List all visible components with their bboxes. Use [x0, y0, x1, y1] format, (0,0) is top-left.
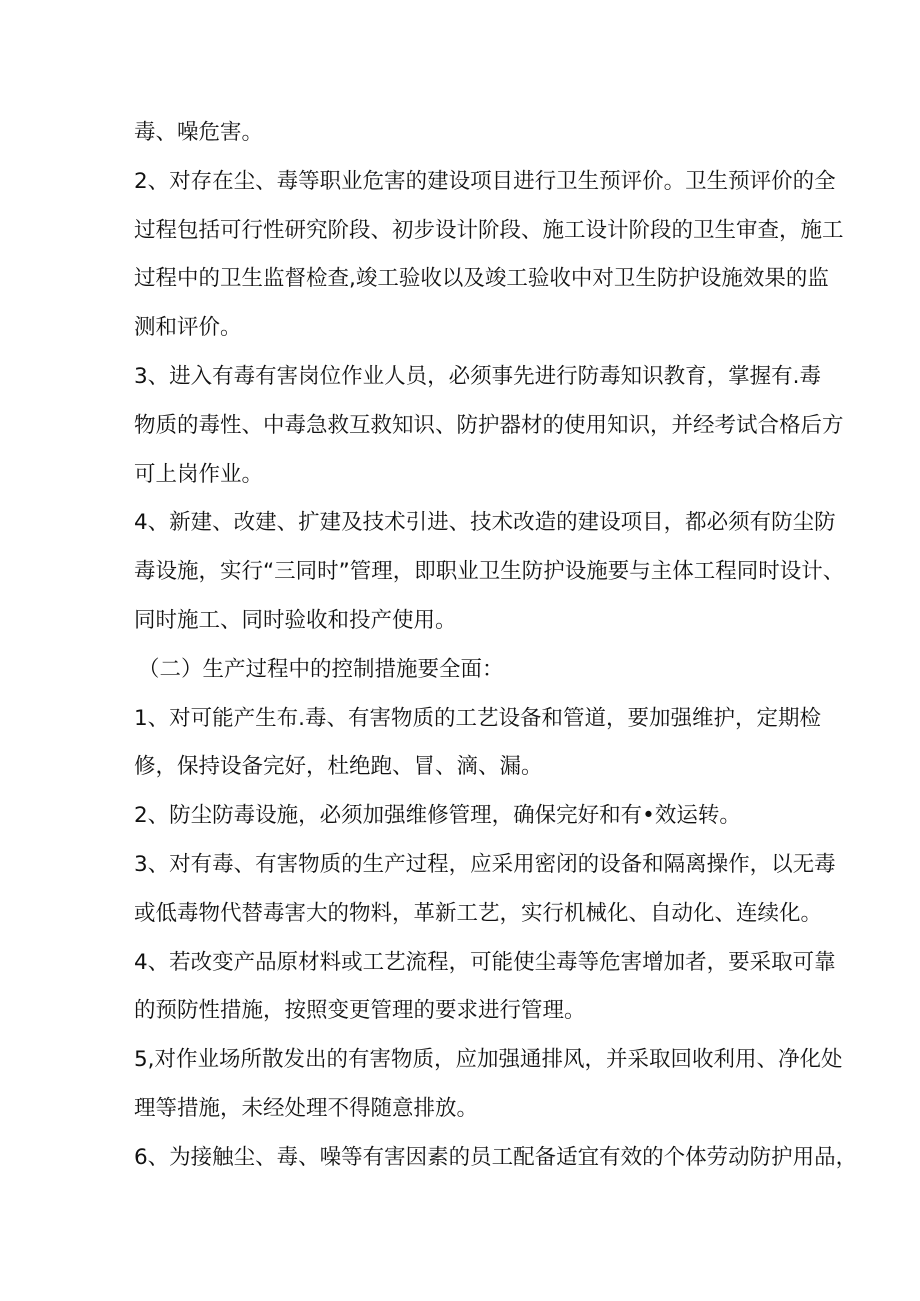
text-line: 4、新建、改建、扩建及技术引进、技术改造的建设项目，都必须有防尘防: [134, 510, 836, 536]
paragraph-item-3-training: [134, 353, 844, 499]
text-line: 毒、噪危害。: [134, 120, 264, 145]
text-line: 过程包括可行性研究阶段、初步设计阶段、施工设计阶段的卫生审查，施工: [134, 217, 844, 243]
paragraph-item-6-protective-equipment: [134, 1134, 858, 1183]
paragraph-item-3-closed-process: [134, 841, 836, 939]
paragraph-item-1-maintenance: [134, 695, 822, 793]
text-line: 同时施工、同时验收和投产使用。: [134, 607, 457, 633]
section-heading: [134, 646, 792, 695]
text-line: 3、对有毒、有害物质的生产过程，应采用密闭的设备和隔离操作，以无毒: [134, 851, 836, 877]
text-line: 过程中的卫生监督检查,竣工验收以及竣工验收中对卫生防护设施效果的监: [134, 266, 829, 292]
text-line: 修，保持设备完好，杜绝跑、冒、滴、漏。: [134, 754, 543, 780]
text-line: 或低毒物代替毒害大的物料，革新工艺，实行机械化、自动化、连续化。: [134, 900, 823, 926]
text-line: 5,对作业场所散发出的有害物质，应加强通排风，并采取回收利用、净化处: [134, 1047, 843, 1073]
paragraph-item-2-pre-evaluation: [134, 158, 844, 353]
text-line: 理等措施，未经处理不得随意排放。: [134, 1095, 479, 1121]
text-line: 4、若改变产品原材料或工艺流程，可能使尘毒等危害增加者，要采取可靠: [134, 949, 836, 975]
text-line: 毒设施，实行“三同时”管理，即职业卫生防护设施要与主体工程同时设计、: [134, 559, 845, 585]
text-line: 2、防尘防毒设施，必须加强维修管理，确保完好和有•效运转。: [134, 803, 741, 829]
document-body: [134, 109, 858, 1183]
paragraph-item-5-ventilation: [134, 1036, 843, 1134]
text-line: 物质的毒性、中毒急救互救知识、防护器材的使用知识，并经考试合格后方: [134, 412, 844, 438]
paragraph-item-4-three-simultaneous: [134, 499, 845, 645]
text-line: 1、对可能产生布.毒、有害物质的工艺设备和管道，要加强维护，定期检: [134, 705, 822, 731]
text-line: （二）生产过程中的控制措施要全面：: [138, 656, 504, 682]
text-line: 的预防性措施，按照变更管理的要求进行管理。: [134, 998, 586, 1024]
paragraph-continuation: [134, 109, 792, 158]
text-line: 6、为接触尘、毒、噪等有害因素的员工配备适宜有效的个体劳动防护用品，: [134, 1144, 858, 1170]
text-line: 可上岗作业。: [134, 461, 264, 487]
text-line: 2、对存在尘、毒等职业危害的建设项目进行卫生预评价。卫生预评价的全: [134, 168, 836, 194]
paragraph-item-4-change-management: [134, 939, 836, 1037]
paragraph-item-2-facilities: [134, 792, 792, 841]
text-line: 测和评价。: [134, 315, 242, 341]
text-line: 3、进入有毒有害岗位作业人员，必须事先进行防毒知识教育，掌握有.毒: [134, 363, 822, 389]
